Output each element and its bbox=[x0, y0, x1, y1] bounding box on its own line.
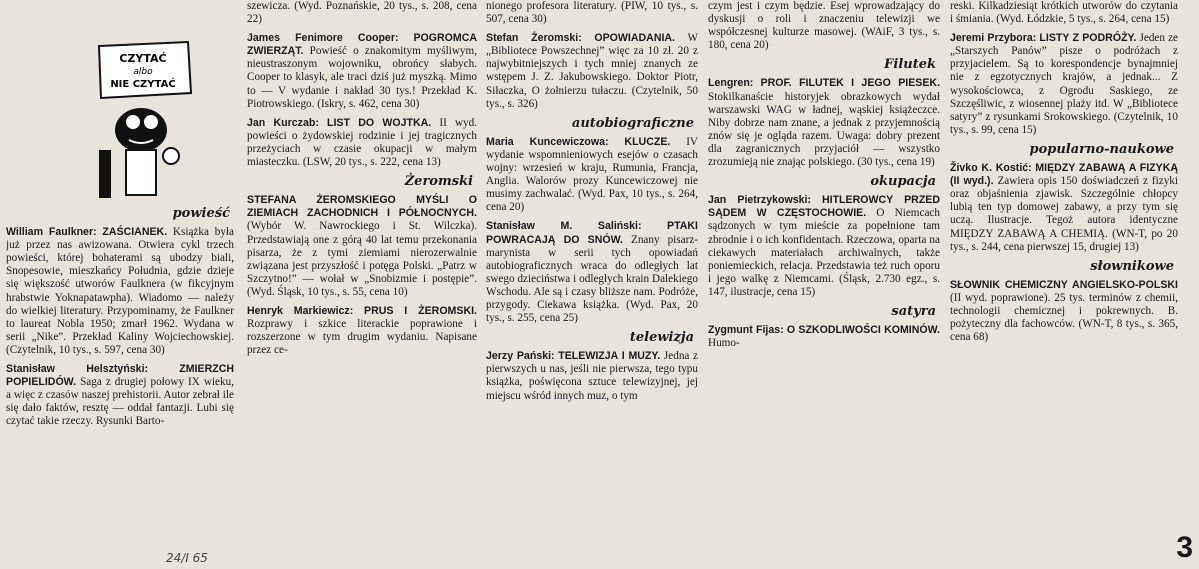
review-kurczab bbox=[247, 117, 477, 169]
section-heading-zeromski: Żeromski bbox=[404, 174, 473, 190]
review-author: Maria Kuncewiczowa: bbox=[486, 135, 609, 148]
review-author: Henryk Markiewicz: bbox=[247, 304, 354, 317]
review-text: W „Bibliotece Powszechnej” więc za 10 zł. 20 z najwybitniejszych i tych mniej znanych ze wstępem J. Z. Jakubowskiego. Doktor Piotr, Siłaczka, O żołnierzu tułaczu. (Czytelnik, 50 tys., s. 326) bbox=[486, 32, 698, 110]
continued-text: szewicza. (Wyd. Poznańskie, 20 tys., s. 208, cena 22) bbox=[247, 0, 477, 26]
review-faulkner bbox=[6, 226, 234, 357]
page-number: 3 bbox=[1176, 531, 1193, 564]
review-zeromski-mysli bbox=[247, 194, 477, 299]
review-title: MIĘDZY ZABAWĄ A FIZYKĄ (II wyd.). bbox=[950, 162, 1178, 188]
review-markiewicz bbox=[247, 305, 477, 357]
continued-text: reski. Kilkadziesiąt krótkich utworów do czytania i śmiania. (Wyd. Łódzkie, 5 tys., s. 264, cena 15) bbox=[950, 0, 1178, 26]
review-salinski bbox=[486, 220, 698, 325]
column-1 bbox=[6, 0, 234, 569]
review-cooper bbox=[247, 32, 477, 111]
review-author: William Faulkner: bbox=[6, 226, 97, 239]
review-helsztynski bbox=[6, 363, 234, 428]
review-title: PROF. FILUTEK I JEGO PIESEK. bbox=[760, 77, 940, 90]
review-kostic bbox=[950, 162, 1178, 254]
section-heading-satyra: satyra bbox=[891, 303, 936, 319]
review-text: Powieść o znakomitym myśliwym, nieustraszonym wojowniku, obrońcy słabych. Cooper to klasyk, ale traci dziś już myszką. Mimo to — V wydanie i nakład 30 tys.! Przekład K. Piotrowskiego. (Iskry, s. 462, cena 30) bbox=[247, 45, 477, 110]
review-slownik bbox=[950, 279, 1178, 344]
svg-text:CZYTAĆ: CZYTAĆ bbox=[119, 52, 167, 65]
review-author: James Fenimore Cooper: bbox=[247, 32, 399, 45]
review-text: Humo- bbox=[708, 337, 740, 350]
review-title: ZAŚCIANEK. bbox=[102, 226, 168, 239]
review-przybora bbox=[950, 32, 1178, 137]
review-text: Książka była już przez nas awizowana. Otwiera cykl trzech powieści, której bohaterami są ubodzy biali, Snopesowie, mieszkańcy Południa, gdzie dzieje się większość utworów Faulknera (w fikcyjnym hrabstwie Yoknapatawpha). Wiadomo — należy do wielkiej literatury. Przypominamy, że Faulkner to laureat Nobla 1950; zmarł 1962. Wydana w serii „Nike”. Przekład Kaliny Wojciechowskiej. (Czytelnik, 10 tys., s. 597, cena 30) bbox=[6, 226, 234, 356]
review-text: Rozprawy i szkice literackie poprawione i rozszerzone w tym drugim wydaniu. Napisane przez ce- bbox=[247, 318, 477, 357]
review-fijas bbox=[708, 324, 940, 350]
czytac-logo bbox=[91, 38, 196, 203]
section-heading-popularno-naukowe: popularno-naukowe bbox=[1029, 141, 1174, 157]
review-author: Stanisław M. Saliński: bbox=[486, 220, 642, 233]
svg-text:NIE CZYTAĆ: NIE CZYTAĆ bbox=[110, 79, 176, 90]
review-text: Znany pisarz-marynista w serii tych opowiadań autobiograficznych wraca do odległych lat swego dzieciństwa i odległych krain Dalekiego Wschodu. Ale są i czasy bliższe nam. Podróże, przygody. Ciekawa książka. (Wyd. Pax, 20 tys., s. 255, cena 25) bbox=[486, 233, 698, 325]
continued-text: nionego profesora literatury. (PIW, 10 tys., s. 507, cena 30) bbox=[486, 0, 698, 26]
section-heading-powiesc: powieść bbox=[172, 206, 230, 221]
review-pietrzykowski bbox=[708, 194, 940, 299]
review-author: Zygmunt Fijas: bbox=[708, 324, 784, 337]
continued-text: czym jest i czym będzie. Esej wprowadzający do dyskusji o roli i znaczeniu telewizji we współczesnej kulturze masowej. (WAiF, 3 tys., s. 180, cena 20) bbox=[708, 0, 940, 52]
review-title: ZMIERZCH POPIELIDÓW. bbox=[6, 363, 234, 389]
column-5 bbox=[950, 0, 1178, 569]
review-text: Jedna z pierwszych u nas, jeśli nie pierwsza, tego typu książka, poświęcona sztuce telewizyjnej, jej miejscu wśród innych muz, o tym bbox=[486, 350, 698, 402]
reader-figure-icon bbox=[91, 38, 196, 203]
archive-stamp: 24/I 65 bbox=[166, 551, 208, 565]
review-title: PTAKI POWRACAJĄ DO SNÓW. bbox=[486, 220, 698, 246]
section-heading-autobiograficzne: autobiograficzne bbox=[571, 115, 694, 131]
section-heading-filutek: Filutek bbox=[884, 57, 936, 73]
review-title: OPOWIADANIA. bbox=[594, 32, 676, 45]
section-heading-okupacja: okupacja bbox=[870, 174, 936, 190]
review-title: STEFANA ŻEROMSKIEGO MYŚLI O ZIEMIACH ZACHODNICH I PÓŁNOCNYCH. bbox=[247, 194, 477, 220]
review-zeromski-opowiadania bbox=[486, 32, 698, 111]
review-text: O Niemcach sądzonych w tym mieście za popełnione tam zbrodnie i o ich konfidentach. Rzeczowa, oparta na ciekawych materiałach archiwalnych, także poniemieckich, relacja. Przedstawia też ruch oporu i jego walkę z Niemcami. (Śląsk, 2.730 egz., s. 147, ilustracje, cena 15) bbox=[708, 207, 940, 298]
review-title: TELEWIZJA I MUZY. bbox=[558, 350, 661, 363]
review-text: Stokilkanaście historyjek obrazkowych wydał warszawski WAG w ładnej, wąskiej książeczce. Niby dobrze nam znane, a jednak z przyjemnością znów się je ogląda razem. Uwaga: dobry prezent dla zagranicznych przyjaciół — wszystko zrozumieją nie znając polskiego. (30 tys., cena 19) bbox=[708, 90, 940, 169]
review-lengren bbox=[708, 77, 940, 169]
section-heading-telewizja: telewizja bbox=[629, 330, 694, 346]
review-text: IV wydanie wspomnieniowych esejów o czasach wojny: wrzesień w kraju, Rumunia, Francja, Anglia. Walorów prozy Kuncewiczowej nie musimy zachwalać. (Wyd. Pax, 10 tys., s. 264, cena 20) bbox=[486, 135, 698, 214]
section-heading-slownikowe: słownikowe bbox=[1090, 258, 1174, 274]
review-title: HITLEROWCY PRZED SĄDEM W CZĘSTOCHOWIE. bbox=[708, 194, 940, 220]
review-title: SŁOWNIK CHEMICZNY ANGIELSKO-POLSKI bbox=[950, 278, 1178, 291]
review-text: (Wybór W. Nawrockiego i St. Wilczka). Przedstawiają one z górą 40 lat temu przekonania pisarza, że z tymi ziemiami nierozerwalnie związana jest przyszłość i potęga Polski. „Patrz w Szczytno!” — wołał w „Snobizmie i postępie”. (Wyd. Śląsk, 10 tys., s. 55, cena 10) bbox=[247, 220, 477, 298]
review-title: KLUCZE. bbox=[624, 135, 671, 148]
review-kuncewiczowa bbox=[486, 136, 698, 215]
review-title: PRUS I ŻEROMSKI. bbox=[364, 304, 477, 317]
review-author: Stanisław Helsztyński: bbox=[6, 363, 149, 376]
review-text: Jeden ze „Starszych Panów” pisze o podróżach z przyjacielem. Są to korespondencje bynajmniej nie z egzotycznych krajów, a jednak... Z wysokościowca, z Ogrodu Saskiego, ze Szczęśliwic, z wiosennej plaży itd. W „Bibliotece satyry” z rysunkami Srokowskiego. (Czytelnik, 10 tys., s. 99, cena 15) bbox=[950, 32, 1178, 136]
svg-text:albo: albo bbox=[133, 67, 153, 77]
review-author: Stefan Żeromski: bbox=[486, 32, 582, 45]
review-text: Saga z drugiej połowy IX wieku, a więc z czasów naszej prehistorii. Autor zebrał ile się dało faktów, resztę — oddał fantazji. Lubi się czytać takie rzeczy. Rysunki Barto- bbox=[6, 376, 234, 428]
review-title: LIST DO WOJTKA. bbox=[327, 116, 432, 129]
review-title: O SZKODLIWOŚCI KOMINÓW. bbox=[786, 324, 940, 337]
column-3 bbox=[486, 0, 698, 569]
review-title: POGROMCA ZWIERZĄT. bbox=[247, 32, 477, 58]
review-text: II wyd. powieści o żydowskiej rodzinie i jej tragicznych przeżyciach w czasie okupacji w małym miasteczku. (LSW, 20 tys., s. 222, cena 13) bbox=[247, 116, 477, 169]
column-2 bbox=[247, 0, 477, 569]
review-author: Jerzy Pański: bbox=[486, 350, 555, 363]
review-panski bbox=[486, 350, 698, 402]
review-text: Zawiera opis 150 doświadczeń z fizyki oraz objaśnienia zjawisk. Szczególnie chłopcy lubią ten typ domowej zabawy, a przy tym się uczą. Ilustracje. Tegoż autora identyczne MIĘDZY ZABAWĄ A CHEMIĄ. (WN-T, po 20 tys., s. 244, cena pierwszej 15, drugiej 13) bbox=[950, 175, 1178, 253]
review-author: Jeremi Przybora: bbox=[950, 32, 1037, 45]
review-author: Živko K. Kostić: bbox=[950, 162, 1032, 175]
review-author: Jan Pietrzykowski: bbox=[708, 194, 811, 207]
review-title: LISTY Z PODRÓŻY. bbox=[1039, 32, 1137, 45]
review-author: Lengren: bbox=[708, 77, 754, 90]
column-4 bbox=[708, 0, 940, 569]
review-author: Jan Kurczab: bbox=[247, 116, 319, 129]
review-text: (II wyd. poprawione). 25 tys. terminów z chemii, technologii chemicznej i pokrewnych. B. pożyteczny dla fachowców. (WN-T, 8 tys., s. 365, cena 68) bbox=[950, 291, 1178, 344]
